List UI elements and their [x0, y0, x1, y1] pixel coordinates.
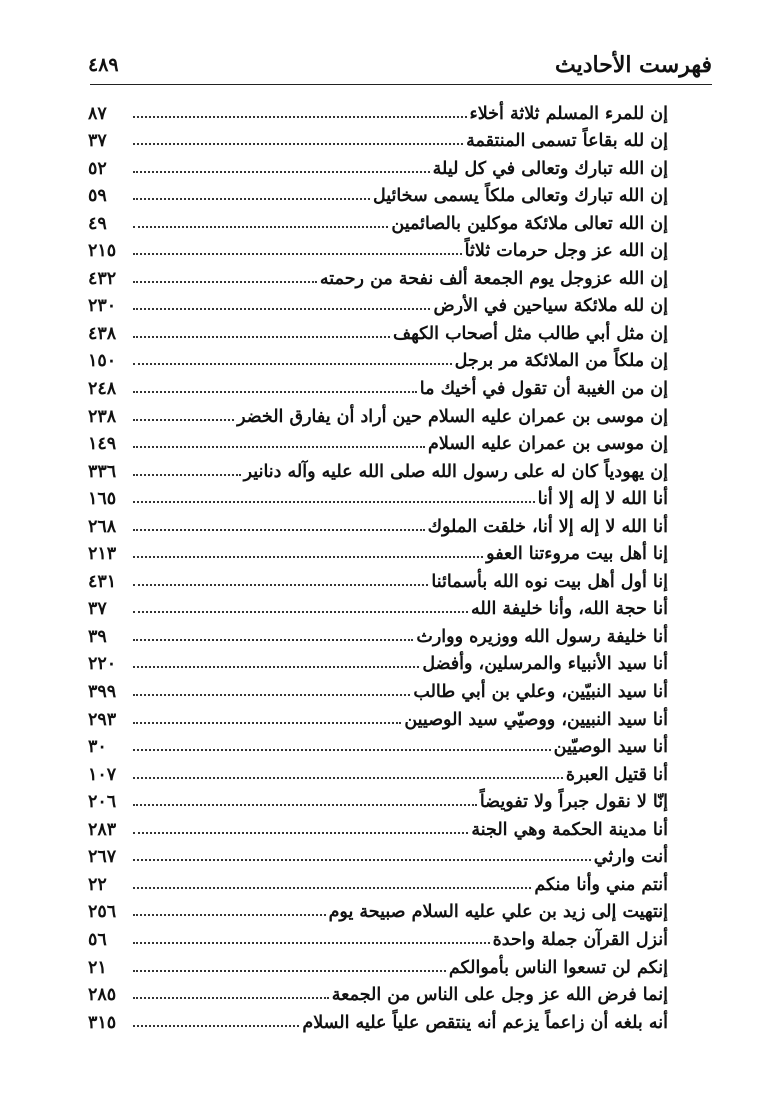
entry-page-number: ٢٦٧	[88, 847, 117, 868]
leader-dots	[133, 446, 425, 448]
index-entry	[88, 399, 668, 427]
entry-text: أنا سيد الوصيّين	[553, 737, 668, 758]
leader-dots	[133, 281, 317, 283]
entry-page-number: ٣٧	[88, 131, 107, 152]
leader-dots	[133, 308, 430, 310]
entry-page-number: ١٦٥	[88, 489, 117, 510]
entry-page-number: ٣٩٩	[88, 682, 117, 703]
leader-dots	[133, 419, 234, 421]
entry-page-number: ٣٠	[88, 737, 107, 758]
entry-page-number: ٢١٣	[88, 544, 117, 565]
entry-text: إنا أهل بيت مروءتنا العفو	[486, 544, 668, 565]
page-header	[88, 52, 712, 82]
leader-dots	[133, 997, 329, 999]
leader-dots	[133, 694, 410, 696]
entry-page-number: ٣٩	[88, 626, 107, 647]
entry-page-number: ٥٦	[88, 929, 107, 950]
entry-text: إن موسى بن عمران عليه السلام	[428, 434, 668, 455]
entry-page-number: ٢٦٨	[88, 516, 117, 537]
index-entry	[88, 564, 668, 592]
leader-dots	[133, 887, 531, 889]
page-number: ٤٨٩	[88, 54, 119, 76]
entry-text: أنا سيد النبيّين، وعلي بن أبي طالب	[413, 682, 668, 703]
entry-text: إن موسى بن عمران عليه السلام حين أراد أن يفارق الخضر	[237, 406, 668, 427]
entry-page-number: ٢١٥	[88, 241, 117, 262]
leader-dots	[133, 336, 390, 338]
entry-text: أنا الله لا إله إلا أنا، خلقت الملوك	[427, 516, 668, 537]
entry-text: أنا حجة الله، وأنا خليفة الله	[470, 599, 668, 620]
leader-dots	[133, 529, 425, 531]
leader-dots	[133, 914, 326, 916]
entry-page-number: ٥٢	[88, 158, 107, 179]
entry-page-number: ٤٣٢	[88, 268, 117, 289]
index-entry	[88, 978, 668, 1006]
entry-text: أنزل القرآن جملة واحدة	[492, 929, 668, 950]
entry-text: أنا سيد النبيين، ووصيّي سيد الوصيين	[404, 709, 668, 730]
header-rule	[90, 84, 712, 85]
entry-page-number: ١٥٠	[88, 351, 117, 372]
index-entry	[88, 730, 668, 758]
leader-dots	[133, 942, 490, 944]
entry-text: إن الله تعالى ملائكة موكلين بالصائمين	[391, 213, 668, 234]
index-entry	[88, 454, 668, 482]
leader-dots	[133, 556, 483, 558]
leader-dots	[133, 804, 477, 806]
entry-page-number: ٢٠٦	[88, 792, 117, 813]
entry-text: إنكم لن تسعوا الناس بأموالكم	[448, 957, 668, 978]
entry-page-number: ٢٨٥	[88, 985, 117, 1006]
entry-page-number: ٢٢	[88, 874, 107, 895]
entry-page-number: ٢٢٠	[88, 654, 117, 675]
leader-dots	[133, 391, 417, 393]
entry-text: إنا أول أهل بيت نوه الله بأسمائنا	[431, 571, 668, 592]
index-entry	[88, 812, 668, 840]
entry-text: إن الله تبارك وتعالى ملكاً يسمى سخائيل	[372, 186, 668, 207]
entry-page-number: ٤٩	[88, 213, 107, 234]
entry-page-number: ٢٩٣	[88, 709, 117, 730]
leader-dots	[133, 666, 419, 668]
entry-text: إن لله بقاعاً تسمى المنتقمة	[466, 131, 668, 152]
leader-dots	[133, 501, 535, 503]
entry-page-number: ٢١	[88, 957, 107, 978]
leader-dots	[133, 363, 452, 365]
entry-page-number: ٣٧	[88, 599, 107, 620]
entry-page-number: ٤٣١	[88, 571, 117, 592]
entry-text: أنا قتيل العبرة	[565, 764, 668, 785]
index-entry	[88, 1005, 668, 1033]
entry-page-number: ٢٣٨	[88, 406, 117, 427]
entry-text: إن من الغيبة أن تقول في أخيك ما	[419, 379, 668, 400]
index-entry	[88, 344, 668, 372]
index-entry	[88, 427, 668, 455]
entry-text: أنه بلغه أن زاعماً يزعم أنه ينتقص علياً عليه السلام	[302, 1012, 668, 1033]
running-title: فهرست الأحاديث	[555, 52, 712, 78]
index-entry	[88, 592, 668, 620]
leader-dots	[133, 639, 413, 641]
entry-text: إنتهيت إلى زيد بن علي عليه السلام صبيحة يوم	[328, 902, 668, 923]
leader-dots	[133, 859, 591, 861]
entry-text: إن مثل أبي طالب مثل أصحاب الكهف	[392, 323, 668, 344]
entry-text: إن يهودياً كان له على رسول الله صلى الله عليه وآله دنانير	[243, 461, 668, 482]
entry-text: أنا سيد الأنبياء والمرسلين، وأفضل	[422, 654, 668, 675]
entry-page-number: ٤٣٨	[88, 323, 117, 344]
index-entry	[88, 537, 668, 565]
entry-page-number: ٥٩	[88, 186, 107, 207]
index-entry	[88, 482, 668, 510]
leader-dots	[133, 143, 463, 145]
leader-dots	[133, 777, 563, 779]
entry-text: أنا مدينة الحكمة وهي الجنة	[471, 819, 668, 840]
entry-page-number: ٨٧	[88, 103, 107, 124]
index-entry	[88, 674, 668, 702]
entry-text: إن ملكاً من الملائكة مر برجل	[454, 351, 668, 372]
index-entry	[88, 151, 668, 179]
index-entry	[88, 509, 668, 537]
index-entry	[88, 371, 668, 399]
entry-text: إنما فرض الله عز وجل على الناس من الجمعة	[331, 985, 668, 1006]
entry-page-number: ١٤٩	[88, 434, 117, 455]
entry-text: إنّا لا نقول جبراً ولا تفويضاً	[479, 792, 668, 813]
index-entry	[88, 96, 668, 124]
leader-dots	[133, 1025, 299, 1027]
index-entry	[88, 757, 668, 785]
leader-dots	[133, 171, 430, 173]
entry-text: أنا خليفة رسول الله ووزيره ووارث	[416, 626, 668, 647]
entry-text: إن الله عزوجل يوم الجمعة ألف نفحة من رحمته	[319, 268, 668, 289]
index-entry	[88, 922, 668, 950]
entry-text: إن لله ملائكة سياحين في الأرض	[433, 296, 668, 317]
entry-text: أنت وارثي	[593, 847, 668, 868]
hadith-index-list	[88, 96, 668, 1033]
entry-page-number: ١٠٧	[88, 764, 117, 785]
entry-text: إن للمرء المسلم ثلاثة أخلاء	[469, 103, 668, 124]
index-entry	[88, 234, 668, 262]
entry-text: أنتم مني وأنا منكم	[534, 874, 668, 895]
index-entry	[88, 950, 668, 978]
entry-text: إن الله عز وجل حرمات ثلاثاً	[464, 241, 668, 262]
index-entry	[88, 785, 668, 813]
leader-dots	[133, 970, 446, 972]
leader-dots	[133, 226, 388, 228]
entry-text: إن الله تبارك وتعالى في كل ليلة	[432, 158, 668, 179]
entry-page-number: ٢٤٨	[88, 379, 117, 400]
leader-dots	[133, 584, 428, 586]
entry-page-number: ٢٣٠	[88, 296, 117, 317]
entry-page-number: ٢٨٣	[88, 819, 117, 840]
index-entry	[88, 867, 668, 895]
index-entry	[88, 702, 668, 730]
index-entry	[88, 289, 668, 317]
entry-page-number: ٣٣٦	[88, 461, 117, 482]
index-entry	[88, 647, 668, 675]
index-entry	[88, 179, 668, 207]
index-entry	[88, 124, 668, 152]
index-entry	[88, 261, 668, 289]
index-entry	[88, 206, 668, 234]
index-entry	[88, 895, 668, 923]
leader-dots	[133, 198, 370, 200]
entry-page-number: ٢٥٦	[88, 902, 117, 923]
leader-dots	[133, 722, 401, 724]
index-entry	[88, 619, 668, 647]
leader-dots	[133, 749, 551, 751]
leader-dots	[133, 253, 462, 255]
index-entry	[88, 316, 668, 344]
index-entry	[88, 840, 668, 868]
leader-dots	[133, 611, 468, 613]
leader-dots	[133, 832, 468, 834]
leader-dots	[133, 474, 241, 476]
entry-page-number: ٣١٥	[88, 1012, 117, 1033]
leader-dots	[133, 116, 467, 118]
entry-text: أنا الله لا إله إلا أنا	[537, 489, 668, 510]
